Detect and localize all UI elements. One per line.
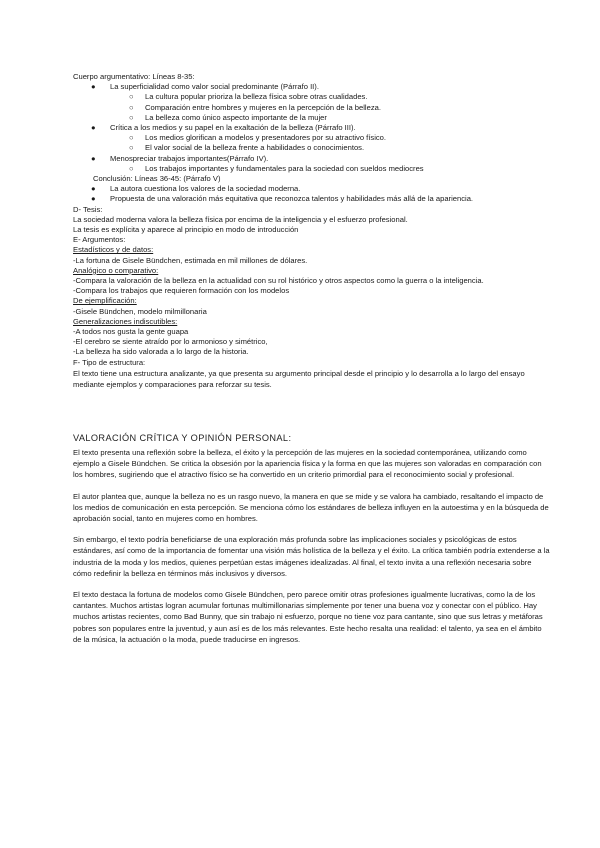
bullet-item: ● Crítica a los medios y su papel en la exaltación de la belleza (Párrafo III). bbox=[91, 123, 356, 133]
estructura-heading: F- Tipo de estructura: bbox=[73, 357, 146, 367]
bullet-dot-icon: ● bbox=[91, 184, 96, 194]
outline-section bbox=[73, 72, 543, 390]
bullet-dot-icon: ● bbox=[91, 123, 96, 133]
bullet-dot-icon: ● bbox=[91, 194, 96, 204]
bullet-item: ● La autora cuestiona los valores de la sociedad moderna. bbox=[91, 184, 301, 194]
bullet-circle-icon: ○ bbox=[129, 143, 134, 153]
argument-line: -Gisele Bündchen, modelo milmillonaria bbox=[73, 306, 207, 316]
sub-bullet-item: ○ Comparación entre hombres y mujeres en la percepción de la belleza. bbox=[129, 102, 381, 112]
bullet-circle-icon: ○ bbox=[129, 102, 134, 112]
sub-bullet-item: ○ La belleza como único aspecto importante de la mujer bbox=[129, 112, 327, 122]
cuerpo-heading: Cuerpo argumentativo: Líneas 8-35: bbox=[73, 72, 195, 81]
critique-paragraph: El texto destaca la fortuna de modelos como Gisele Bündchen, pero parece omitir otras profesiones igualmente lucrativas, como la de los cantantes. Muchos artistas logran acumular fortunas multimillonarias simplemente por tener una buena voz y conectar con el público. Hay muchos artistas recientes, como Bad Bunny, que sin trabajo ni esfuerzo, porque no tiene voz para cantante, sino que sus letras y metáforas pobres son populares entre la juventud, y aun así es de los más relevantes. Este hecho resalta una realidad: el talento, ya sea en el ámbito de la música, la actuación o la moda, puede traducirse en ingresos. bbox=[73, 590, 543, 644]
critique-paragraph: El autor plantea que, aunque la belleza no es un rasgo nuevo, la manera en que se mide y se valora ha cambiado, resaltando el impacto de los medios de comunicación en esta percepción. Se menciona cómo los estándares de belleza influyen en la autoestima y en la búsqueda de aprobación social, tanto en mujeres como en hombres. bbox=[73, 491, 549, 524]
argumentos-heading: E- Argumentos: bbox=[73, 235, 126, 245]
sub-bullet-item: ○ La cultura popular prioriza la belleza física sobre otras cualidades. bbox=[129, 92, 368, 102]
bullet-dot-icon: ● bbox=[91, 82, 96, 92]
bullet-item: ● Propuesta de una valoración más equitativa que reconozca talentos y habilidades más allá de la apariencia. bbox=[91, 194, 474, 204]
sub-bullet-item: ○ Los trabajos importantes y fundamentales para la sociedad con sueldos mediocres bbox=[129, 163, 424, 173]
ejemplificacion-heading: De ejemplificación: bbox=[73, 296, 137, 306]
critique-paragraph: El texto presenta una reflexión sobre la belleza, el éxito y la percepción de las mujeres en la sociedad contemporánea, utilizando como ejemplo a Gisele Bündchen. Se critica la obsesión por la apariencia física y la forma en que las mujeres son valoradas en comparación con los hombres, sugiriendo que el atractivo físico se ha convertido en un criterio primordial para el reconocimiento social y profesional. bbox=[73, 448, 542, 480]
generalizaciones-heading: Generalizaciones indiscutibles: bbox=[73, 316, 178, 326]
bullet-circle-icon: ○ bbox=[129, 163, 134, 173]
sub-bullet-item: ○ Los medios glorifican a modelos y presentadores por su atractivo físico. bbox=[129, 133, 387, 143]
critique-paragraph: Sin embargo, el texto podría beneficiarse de una exploración más profunda sobre las implicaciones sociales y psicológicas de estos estándares, así como de la importancia de fomentar una visión más holística de la belleza y el éxito. La crítica también podría extenderse a la industria de la moda y los medios, quienes perpetúan estas imágenes idealizadas. Al final, el texto invita a una reflexión necesaria sobre cómo redefinir la belleza en términos más inclusivos y diversos. bbox=[73, 535, 550, 578]
argument-line: -La belleza ha sido valorada a lo largo de la historia. bbox=[73, 347, 249, 357]
bullet-circle-icon: ○ bbox=[129, 112, 134, 122]
argument-line: -La fortuna de Gisele Bündchen, estimada en mil millones de dólares. bbox=[73, 255, 308, 265]
bullet-dot-icon: ● bbox=[91, 153, 96, 163]
tesis-line: La sociedad moderna valora la belleza física por encima de la inteligencia y el esfuerzo profesional. bbox=[73, 214, 408, 224]
bullet-circle-icon: ○ bbox=[129, 92, 134, 102]
argument-line: -Compara los trabajos que requieren formación con los modelos bbox=[73, 286, 290, 296]
sub-bullet-item: ○ El valor social de la belleza frente a habilidades o conocimientos. bbox=[129, 143, 365, 153]
bullet-item: ● Menospreciar trabajos importantes(Párrafo IV). bbox=[91, 153, 269, 163]
bullet-item: ● La superficialidad como valor social predominante (Párrafo II). bbox=[91, 82, 319, 92]
tesis-line: La tesis es explícita y aparece al principio en modo de introducción bbox=[73, 225, 299, 235]
conclusion-heading: Conclusión: Líneas 36-45: (Párrafo V) bbox=[93, 174, 221, 184]
analogico-heading: Analógico o comparativo: bbox=[73, 265, 159, 275]
bullet-circle-icon: ○ bbox=[129, 133, 134, 143]
tesis-heading: D- Tesis: bbox=[73, 204, 103, 214]
estructura-text: El texto tiene una estructura analizante, ya que presenta su argumento principal desde el principio y lo desarrolla a lo largo del ensayo mediante ejemplos y comparaciones para reforzar su tesis. bbox=[73, 368, 525, 390]
argument-line: -Compara la valoración de la belleza en la actualidad con su rol histórico y otros aspectos como la guerra o la inteligencia. bbox=[73, 276, 484, 286]
critique-heading: VALORACIÓN CRÍTICA Y OPINIÓN PERSONAL: bbox=[73, 433, 292, 443]
argument-line: -A todos nos gusta la gente guapa bbox=[73, 327, 189, 337]
estadisticos-heading: Estadísticos y de datos: bbox=[73, 245, 154, 255]
argument-line: -El cerebro se siente atraído por lo armonioso y simétrico, bbox=[73, 337, 268, 347]
critique-section bbox=[73, 432, 551, 655]
